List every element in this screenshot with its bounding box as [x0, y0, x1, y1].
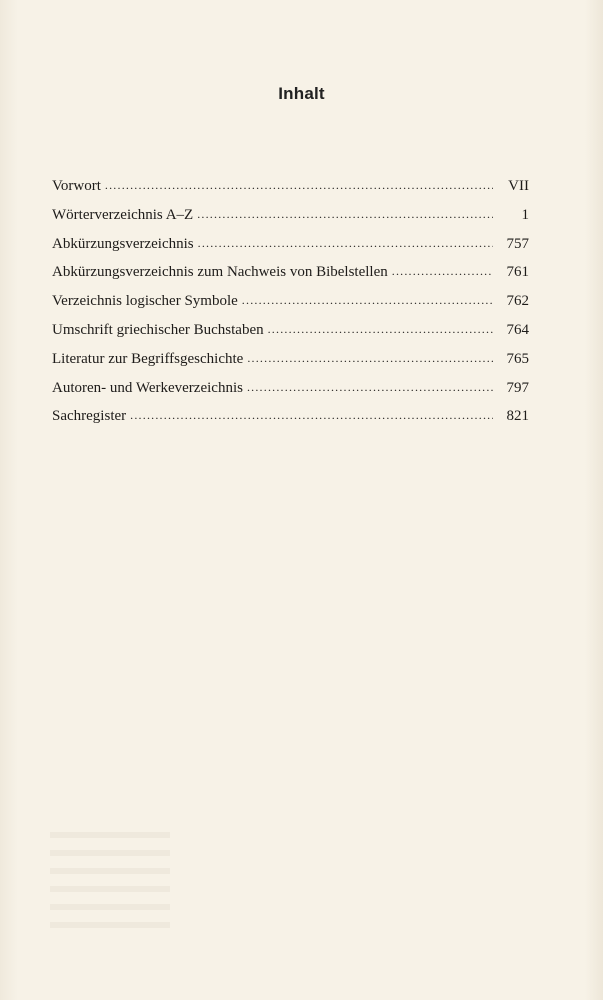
toc-entry	[52, 230, 529, 259]
dot-leader	[392, 257, 493, 286]
show-through-shadow	[50, 820, 170, 930]
toc-entry-page: 1	[521, 206, 529, 223]
toc-entry	[52, 345, 529, 374]
toc-entry-page: 757	[506, 235, 529, 252]
toc-entry-page: VII	[508, 178, 529, 194]
page-title: Inhalt	[278, 84, 325, 103]
toc-entry-label: Umschrift griechischer Buchstaben	[52, 321, 264, 338]
dot-leader	[268, 315, 493, 344]
toc-entry-page: 821	[506, 408, 529, 425]
toc-entry-page: 762	[506, 293, 529, 310]
dot-leader	[247, 344, 493, 373]
toc-entry-label: Sachregister	[52, 408, 127, 425]
toc-entry	[52, 172, 529, 201]
toc-entry	[52, 287, 529, 316]
toc-entry-label: Verzeichnis logischer Symbole	[52, 293, 238, 310]
toc-entry	[52, 402, 529, 431]
toc-entry-label: Wörterverzeichnis A–Z	[52, 206, 194, 223]
toc-entry-label: Autoren- und Werkeverzeichnis	[52, 379, 243, 396]
toc-entry-page: 797	[506, 379, 529, 396]
toc-entry-label: Abkürzungsverzeichnis zum Nachweis von Bibelstellen	[52, 264, 388, 281]
toc-entry-label: Abkürzungsverzeichnis	[52, 235, 194, 252]
toc-entry	[52, 316, 529, 345]
toc-entry-label: Literatur zur Begriffsgeschichte	[52, 350, 244, 367]
dot-leader	[130, 401, 493, 430]
dot-leader	[247, 373, 493, 402]
table-of-contents	[52, 172, 529, 431]
toc-entry	[52, 258, 529, 287]
dot-leader	[242, 286, 493, 315]
toc-entry-page: 765	[506, 350, 529, 367]
dot-leader	[198, 229, 493, 258]
toc-entry	[52, 374, 529, 403]
toc-entry-label: Vorwort	[52, 178, 101, 194]
toc-entry	[52, 201, 529, 230]
toc-entry-page: 764	[506, 321, 529, 338]
toc-entry-page: 761	[506, 264, 529, 281]
dot-leader	[197, 200, 493, 229]
dot-leader	[105, 171, 493, 200]
